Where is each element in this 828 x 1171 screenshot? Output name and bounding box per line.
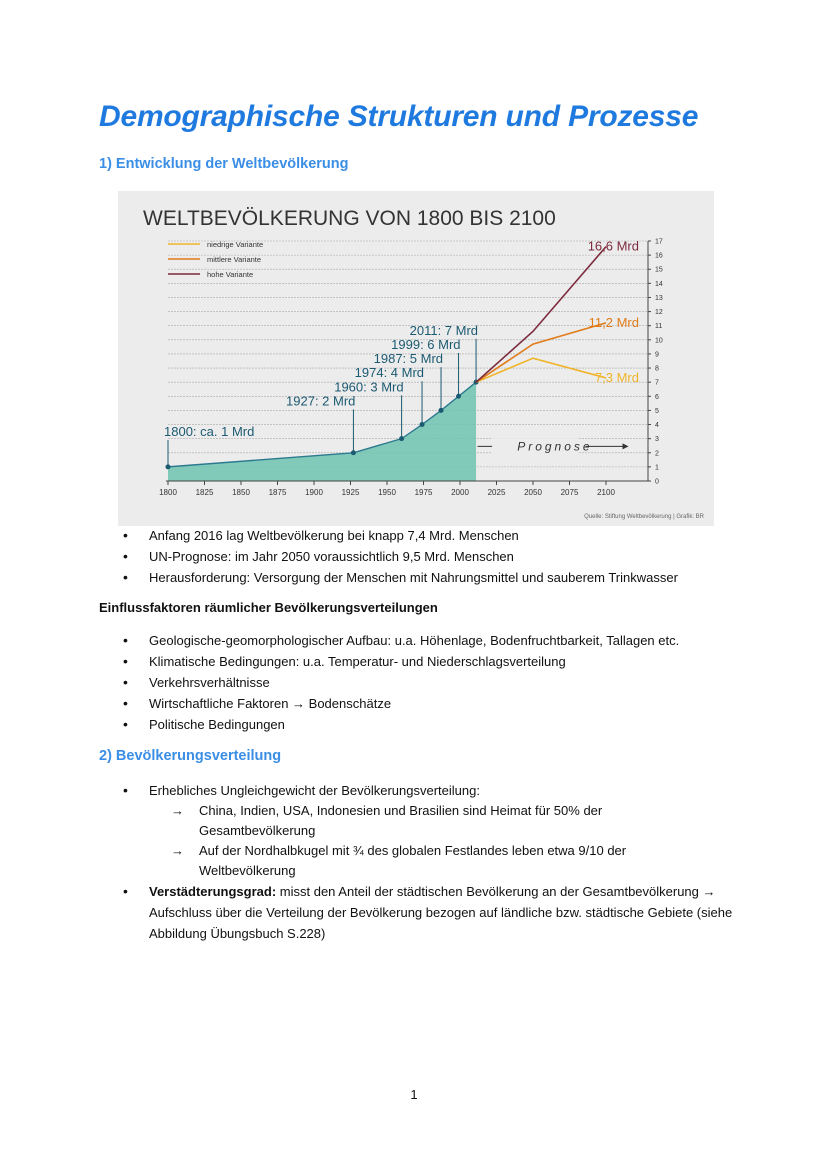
series-line — [476, 247, 606, 383]
x-tick-label: 1975 — [414, 488, 433, 497]
list-item: • UN-Prognose: im Jahr 2050 voraussichtlich 9,5 Mrd. Menschen — [99, 546, 779, 567]
list-item: • Verkehrsverhältnisse — [99, 672, 779, 693]
page-title: Demographische Strukturen und Prozesse — [99, 100, 699, 133]
x-tick-label: 1875 — [268, 488, 287, 497]
list-item — [99, 780, 739, 881]
chart-source: Quelle: Stiftung Weltbevölkerung | Grafik: BR — [584, 514, 704, 520]
arrow-icon: → — [171, 843, 184, 858]
x-tick-label: 1800 — [159, 488, 177, 497]
section1-bullet-list — [99, 525, 779, 588]
x-tick-label: 1900 — [305, 488, 323, 497]
list-item-text: misst den Anteil der städtischen Bevölkerung an der Gesamtbevölkerung → Aufschluss über die Verteilung der Bevölkerung bezogen auf ländliche bzw. städtische Gebiete (siehe Abbildung Übungsbuch S.228) — [149, 884, 733, 941]
x-tick-label: 1850 — [232, 488, 250, 497]
y-tick-label: 13 — [655, 294, 663, 302]
sub-item-text: China, Indien, USA, Indonesien und Brasilien sind Heimat für 50% der Gesamtbevölkerung — [199, 803, 603, 838]
series-line — [476, 358, 606, 382]
list-item: • Herausforderung: Versorgung der Menschen mit Nahrungsmittel und sauberem Trinkwasser — [99, 567, 779, 588]
list-item — [99, 881, 739, 944]
y-tick-label: 7 — [655, 379, 659, 387]
milestone-label: 2011: 7 Mrd — [409, 322, 479, 338]
x-tick-label: 2050 — [524, 488, 542, 497]
y-tick-label: 12 — [655, 309, 663, 317]
series-end-label: 7,3 Mrd — [594, 369, 639, 385]
legend-label: hohe Variante — [207, 270, 254, 279]
y-tick-label: 15 — [655, 266, 663, 274]
y-tick-label: 2 — [655, 450, 659, 458]
legend-label: niedrige Variante — [207, 240, 264, 249]
y-tick-label: 5 — [655, 407, 659, 415]
chart-title: WELTBEVÖLKERUNG VON 1800 BIS 2100 — [143, 207, 556, 230]
x-tick-label: 2075 — [560, 488, 579, 497]
series-end-label: 11,2 Mrd — [588, 314, 639, 330]
x-tick-label: 1925 — [341, 488, 360, 497]
y-tick-label: 14 — [655, 280, 663, 288]
section2-bullet-list — [99, 780, 739, 944]
list-item: • Geologische-geomorphologischer Aufbau: u.a. Höhenlage, Bodenfruchtbarkeit, Tallagen etc. — [99, 630, 779, 651]
sub-item-text: Auf der Nordhalbkugel mit ¾ des globalen Festlandes leben etwa 9/10 der Weltbevölkerung — [199, 843, 627, 878]
bold-term: Verstädterungsgrad: — [149, 884, 277, 899]
x-tick-label: 1825 — [195, 488, 214, 497]
population-chart — [118, 191, 714, 526]
x-tick-label: 2100 — [597, 488, 615, 497]
y-tick-label: 9 — [655, 351, 659, 359]
y-tick-label: 3 — [655, 436, 659, 444]
sub-item — [149, 801, 629, 841]
x-tick-label: 2025 — [487, 488, 506, 497]
prognose-label: Prognose — [517, 439, 593, 454]
arrow-icon — [623, 443, 629, 449]
x-tick-label: 1950 — [378, 488, 396, 497]
factors-bullet-list — [99, 630, 779, 735]
milestone-label: 1974: 4 Mrd — [354, 365, 425, 381]
milestone-label: 1800: ca. 1 Mrd — [164, 424, 255, 439]
milestone-point — [351, 450, 356, 455]
list-item: • Politische Bedingungen — [99, 714, 779, 735]
milestone-label: 1960: 3 Mrd — [334, 379, 404, 395]
section-heading-2: 2) Bevölkerungsverteilung — [99, 748, 282, 764]
y-tick-label: 1 — [655, 464, 659, 472]
arrow-icon: → — [171, 803, 184, 818]
list-item-text: Erhebliches Ungleichgewicht der Bevölkerungsverteilung: — [149, 783, 480, 798]
page-number: 1 — [410, 1087, 418, 1102]
section-heading-1: 1) Entwicklung der Weltbevölkerung — [99, 156, 349, 172]
y-tick-label: 10 — [655, 337, 663, 345]
x-tick-label: 2000 — [451, 488, 469, 497]
list-item: • Klimatische Bedingungen: u.a. Temperatur- und Niederschlagsverteilung — [99, 651, 779, 672]
y-tick-label: 8 — [655, 365, 659, 373]
y-tick-label: 0 — [655, 478, 659, 486]
legend-label: mittlere Variante — [207, 255, 262, 264]
milestone-point — [456, 394, 461, 399]
y-tick-label: 6 — [655, 393, 659, 401]
factors-heading: Einflussfaktoren räumlicher Bevölkerungsverteilungen — [99, 600, 438, 615]
milestone-point — [439, 408, 444, 413]
milestone-point — [420, 422, 425, 427]
milestone-point — [399, 436, 404, 441]
y-tick-label: 4 — [655, 422, 659, 430]
series-end-label: 16,6 Mrd — [587, 238, 639, 254]
population-chart-svg — [118, 191, 714, 526]
milestone-label: 1927: 2 Mrd — [286, 393, 356, 409]
sub-item — [149, 841, 629, 881]
milestone-label: 1987: 5 Mrd — [373, 351, 444, 367]
milestone-point — [166, 464, 171, 469]
y-tick-label: 17 — [655, 238, 663, 246]
milestone-label: 1999: 6 Mrd — [391, 337, 461, 352]
list-item: • Anfang 2016 lag Weltbevölkerung bei knapp 7,4 Mrd. Menschen — [99, 525, 779, 546]
y-tick-label: 16 — [655, 252, 663, 260]
list-item: • Wirtschaftliche Faktoren → Bodenschätze — [99, 693, 779, 714]
y-tick-label: 11 — [655, 323, 663, 331]
